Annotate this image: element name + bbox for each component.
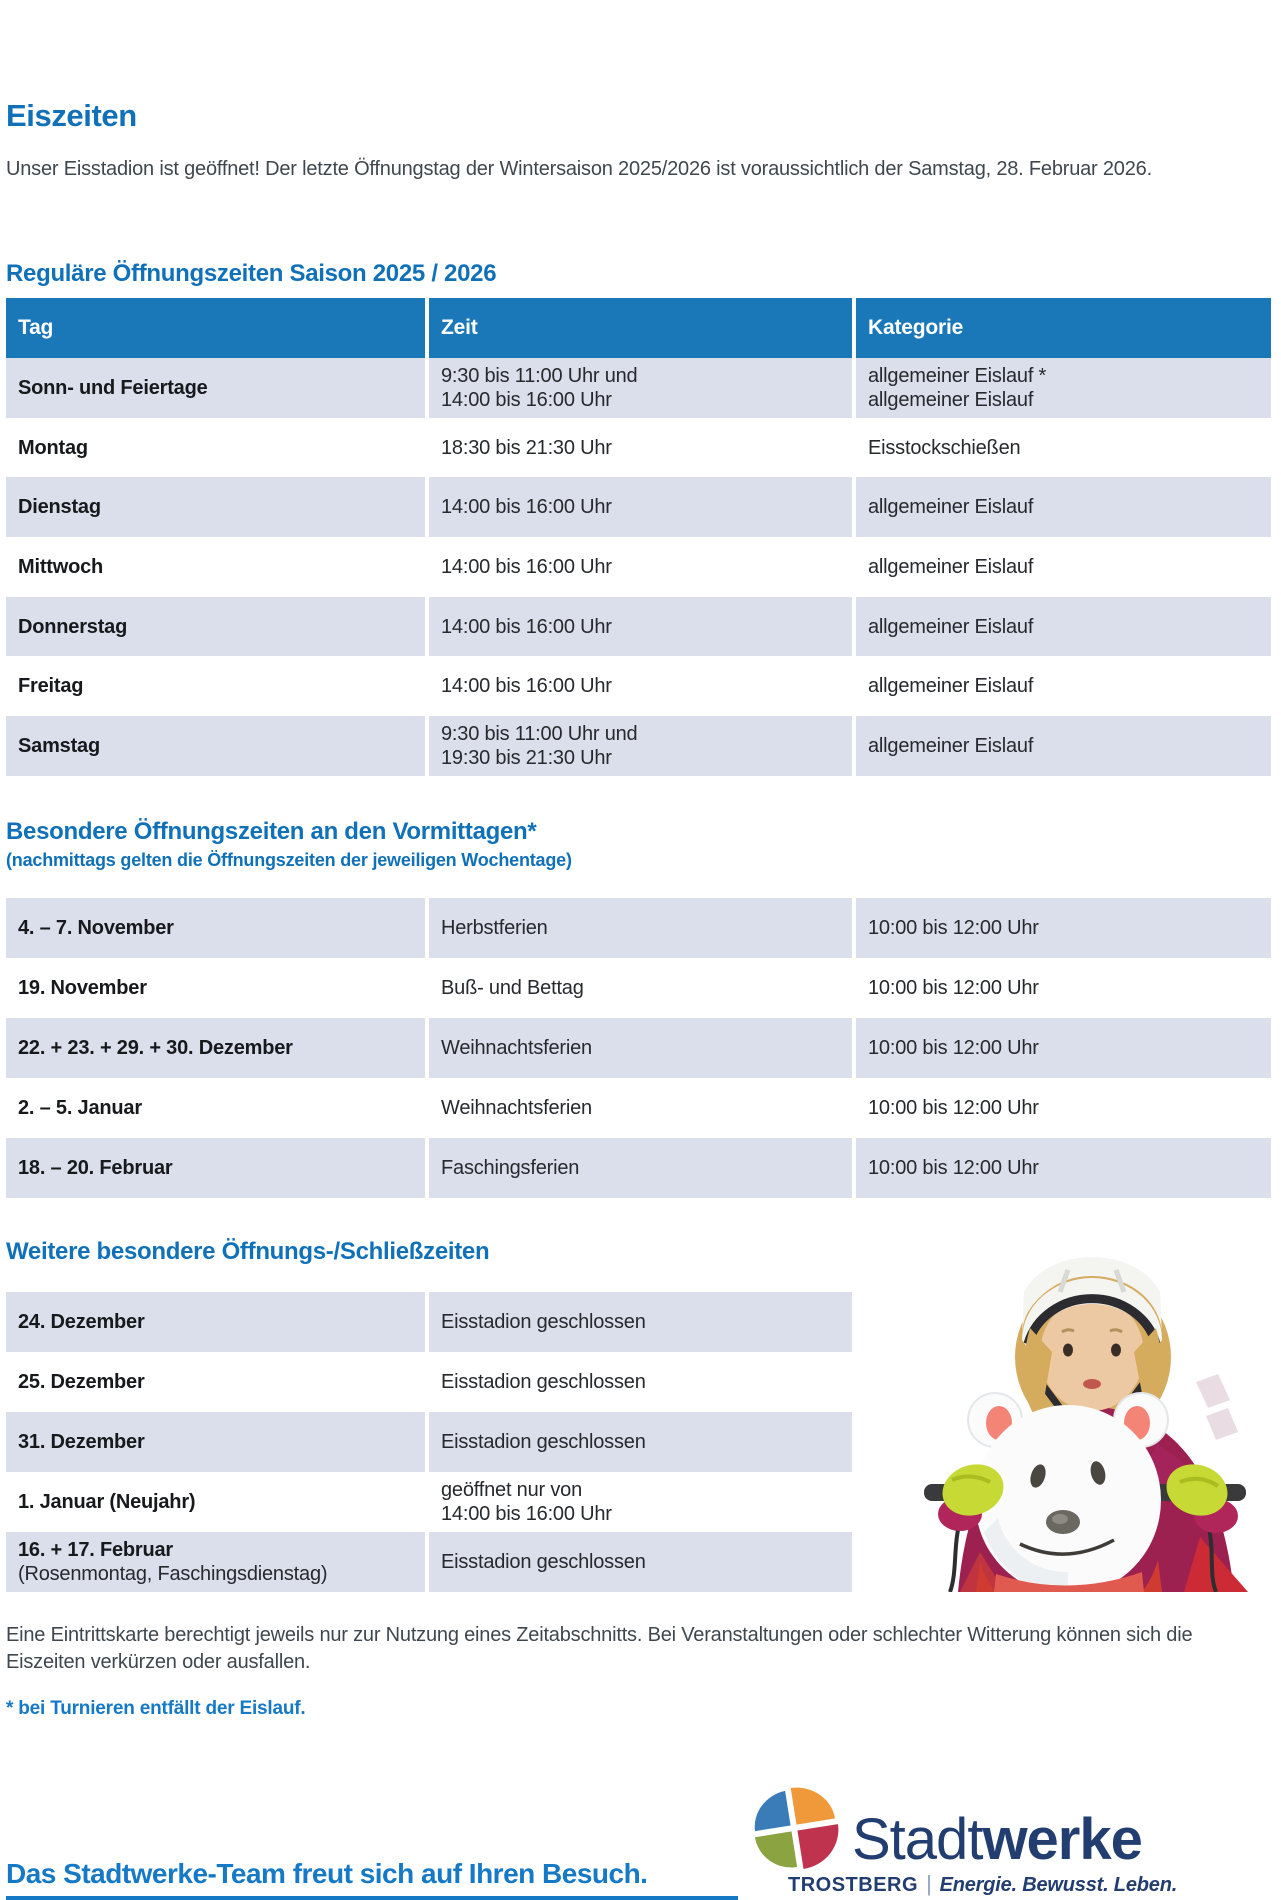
cell-datum: 22. + 23. + 29. + 30. Dezember bbox=[6, 1018, 425, 1078]
cell-status: Eisstadion geschlossen bbox=[429, 1412, 852, 1472]
closing-text: Das Stadtwerke-Team freut sich auf Ihren Besuch. bbox=[6, 1858, 648, 1889]
section-heading-regular-hours: Reguläre Öffnungszeiten Saison 2025 / 2026 bbox=[6, 260, 497, 287]
cell-line: (Rosenmontag, Faschingsdienstag) bbox=[18, 1563, 328, 1585]
cell-datum: 18. – 20. Februar bbox=[6, 1138, 425, 1198]
cell-zeit: 10:00 bis 12:00 Uhr bbox=[856, 1018, 1271, 1078]
cell-tag: Donnerstag bbox=[6, 597, 425, 657]
cell-kategorie: allgemeiner Eislauf bbox=[856, 537, 1271, 597]
cell-zeit: 14:00 bis 16:00 Uhr bbox=[429, 597, 852, 657]
cell-kategorie: allgemeiner Eislauf bbox=[856, 656, 1271, 716]
cell-kategorie: allgemeiner Eislauf bbox=[856, 716, 1271, 776]
cell-datum: 25. Dezember bbox=[6, 1352, 425, 1412]
cell-zeit: 18:30 bis 21:30 Uhr bbox=[429, 418, 852, 478]
cell-tag: Montag bbox=[6, 418, 425, 478]
page-title: Eiszeiten bbox=[6, 98, 137, 133]
intro-text: Unser Eisstadion ist geöffnet! Der letzte Öffnungstag der Wintersaison 2025/2026 ist voraussichtlich der Samstag, 28. Februar 2026. bbox=[6, 158, 1152, 180]
cell-line: 9:30 bis 11:00 Uhr und bbox=[441, 722, 638, 745]
cell-datum: 2. – 5. Januar bbox=[6, 1078, 425, 1138]
stadtwerke-logo-pie-icon bbox=[750, 1786, 840, 1872]
cell-line: 19:30 bis 21:30 Uhr bbox=[441, 746, 612, 769]
column-header-zeit: Zeit bbox=[429, 298, 852, 358]
ticket-note: Eine Eintrittskarte berechtigt jeweils nur zur Nutzung eines Zeitabschnitts. Bei Veranstaltungen oder schlechter Witterung können sich die Eiszeiten verkürzen oder ausfallen. bbox=[6, 1624, 1193, 1673]
cell-zeit bbox=[429, 358, 852, 418]
cell-datum: 24. Dezember bbox=[6, 1292, 425, 1352]
cell-anlass: Weihnachtsferien bbox=[429, 1018, 852, 1078]
photo-girl-polar-bear-graphic bbox=[900, 1232, 1281, 1592]
cell-line: 9:30 bis 11:00 Uhr und bbox=[441, 364, 638, 387]
cell-zeit: 10:00 bis 12:00 Uhr bbox=[856, 1078, 1271, 1138]
cell-line: allgemeiner Eislauf * bbox=[868, 364, 1047, 387]
cell-datum: 31. Dezember bbox=[6, 1412, 425, 1472]
cell-zeit: 14:00 bis 16:00 Uhr bbox=[429, 477, 852, 537]
section-heading-morning: Besondere Öffnungszeiten an den Vormittagen* bbox=[6, 818, 537, 845]
closing-underline bbox=[6, 1896, 738, 1900]
cell-anlass: Weihnachtsferien bbox=[429, 1078, 852, 1138]
cell-tag: Sonn- und Feiertage bbox=[6, 358, 425, 418]
brand-bold: werke bbox=[982, 1807, 1142, 1872]
cell-kategorie: Eisstockschießen bbox=[856, 418, 1271, 478]
stadtwerke-brand-text bbox=[852, 1806, 1142, 1873]
photo-girl-polar-bear bbox=[900, 1232, 1281, 1592]
cell-tag: Freitag bbox=[6, 656, 425, 716]
stadtwerke-tagline bbox=[788, 1871, 1177, 1897]
cell-datum: 4. – 7. November bbox=[6, 898, 425, 958]
table-special-hours bbox=[6, 1292, 852, 1592]
cell-tag: Dienstag bbox=[6, 477, 425, 537]
logo-slogan: Energie. Bewusst. Leben. bbox=[939, 1874, 1178, 1896]
cell-tag: Samstag bbox=[6, 716, 425, 776]
logo-city: TROSTBERG bbox=[788, 1874, 919, 1896]
section-heading-special: Weitere besondere Öffnungs-/Schließzeiten bbox=[6, 1238, 490, 1265]
cell-kategorie: allgemeiner Eislauf bbox=[856, 477, 1271, 537]
column-header-kategorie: Kategorie bbox=[856, 298, 1271, 358]
cell-datum: 1. Januar (Neujahr) bbox=[6, 1472, 425, 1532]
cell-anlass: Herbstferien bbox=[429, 898, 852, 958]
cell-line: 16. + 17. Februar bbox=[18, 1539, 174, 1561]
cell-zeit: 10:00 bis 12:00 Uhr bbox=[856, 1138, 1271, 1198]
cell-line: 14:00 bis 16:00 Uhr bbox=[441, 388, 612, 411]
table-regular-hours bbox=[6, 298, 1271, 776]
cell-status: Eisstadion geschlossen bbox=[429, 1352, 852, 1412]
cell-zeit: 10:00 bis 12:00 Uhr bbox=[856, 958, 1271, 1018]
cell-zeit bbox=[429, 716, 852, 776]
cell-status: Eisstadion geschlossen bbox=[429, 1292, 852, 1352]
cell-zeit: 14:00 bis 16:00 Uhr bbox=[429, 656, 852, 716]
cell-line: 14:00 bis 16:00 Uhr bbox=[441, 1503, 612, 1525]
column-header-tag: Tag bbox=[6, 298, 425, 358]
cell-line: allgemeiner Eislauf bbox=[868, 388, 1034, 411]
cell-anlass: Faschingsferien bbox=[429, 1138, 852, 1198]
table-morning-hours bbox=[6, 898, 1271, 1198]
cell-line: geöffnet nur von bbox=[441, 1479, 582, 1501]
brand-regular: Stadt bbox=[852, 1807, 983, 1872]
logo-divider: | bbox=[926, 1871, 932, 1896]
cell-anlass: Buß- und Bettag bbox=[429, 958, 852, 1018]
cell-kategorie: allgemeiner Eislauf bbox=[856, 597, 1271, 657]
section-subheading-morning: (nachmittags gelten die Öffnungszeiten der jeweiligen Wochentage) bbox=[6, 850, 572, 870]
cell-datum bbox=[6, 1532, 425, 1592]
cell-status bbox=[429, 1472, 852, 1532]
asterisk-note: * bei Turnieren entfällt der Eislauf. bbox=[6, 1698, 306, 1719]
cell-tag: Mittwoch bbox=[6, 537, 425, 597]
cell-status: Eisstadion geschlossen bbox=[429, 1532, 852, 1592]
cell-zeit: 14:00 bis 16:00 Uhr bbox=[429, 537, 852, 597]
cell-kategorie bbox=[856, 358, 1271, 418]
cell-zeit: 10:00 bis 12:00 Uhr bbox=[856, 898, 1271, 958]
cell-datum: 19. November bbox=[6, 958, 425, 1018]
section-heading-morning-block bbox=[6, 818, 572, 871]
